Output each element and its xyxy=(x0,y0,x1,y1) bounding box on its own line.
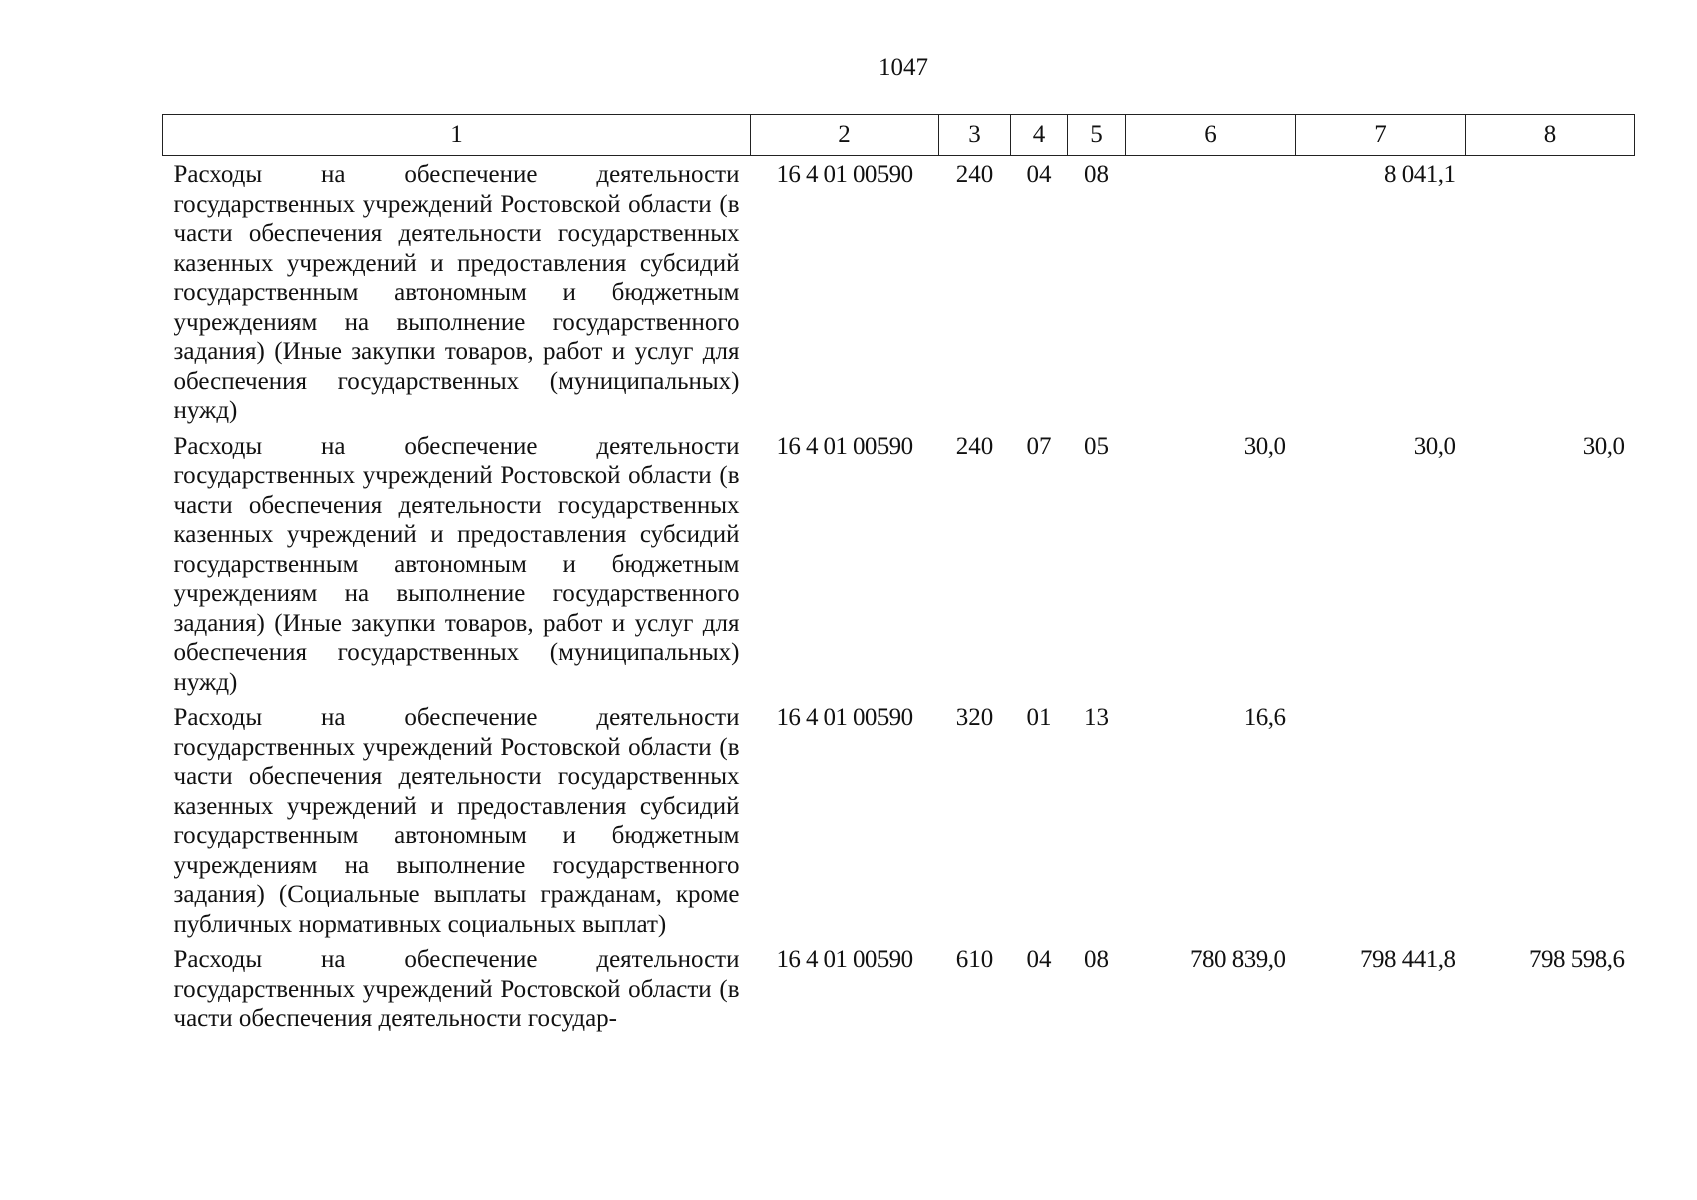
row-value-col6: 30,0 xyxy=(1243,432,1286,460)
row-target-code: 16 4 01 00590 xyxy=(776,432,913,460)
header-col-7: 7 xyxy=(1296,115,1466,156)
table-row xyxy=(163,941,1635,1036)
row-value-col7: 8 041,1 xyxy=(1384,161,1456,188)
header-col-1: 1 xyxy=(163,115,751,156)
table-row xyxy=(163,156,1635,428)
row-value-col8: 798 598,6 xyxy=(1529,946,1625,973)
row-subsection: 13 xyxy=(1084,704,1109,731)
row-section: 04 xyxy=(1026,161,1052,188)
header-col-2: 2 xyxy=(751,115,939,156)
row-value-col6 xyxy=(1126,156,1296,428)
row-expense-type: 240 xyxy=(955,432,994,460)
row-expense-type: 610 xyxy=(955,946,994,973)
row-description: Расходы на обеспечение деятельности государственных учреждений Ростовской области (в части обеспечения деятельности государственных казенных учреждений и предоставления субсидий государственным автономным и бюджетным учреждениям на выполнение государственного задания) (Иные закупки товаров, работ и услуг для обеспечения государственных (муниципальных) нужд) xyxy=(173,161,740,424)
table-row xyxy=(163,699,1635,941)
row-expense-type: 320 xyxy=(955,704,994,731)
row-target-code: 16 4 01 00590 xyxy=(776,946,913,973)
row-expense-type: 240 xyxy=(955,161,994,188)
row-subsection: 05 xyxy=(1084,432,1109,460)
row-section: 04 xyxy=(1026,946,1052,973)
row-subsection: 08 xyxy=(1084,161,1109,188)
header-col-4: 4 xyxy=(1011,115,1068,156)
row-value-col7: 798 441,8 xyxy=(1360,946,1456,973)
row-description: Расходы на обеспечение деятельности государственных учреждений Ростовской области (в части обеспечения деятельности государственных казенных учреждений и предоставления субсидий государственным автономным и бюджетным учреждениям на выполнение государственного задания) (Иные закупки товаров, работ и услуг для обеспечения государственных (муниципальных) нужд) xyxy=(173,432,740,696)
row-value-col8: 30,0 xyxy=(1582,432,1625,460)
row-value-col8 xyxy=(1466,699,1635,941)
row-value-col6: 780 839,0 xyxy=(1190,946,1286,973)
row-description: Расходы на обеспечение деятельности государственных учреждений Ростовской области (в части обеспечения деятельности государ- xyxy=(173,946,740,1032)
page-number: 1047 xyxy=(878,54,928,81)
row-section: 07 xyxy=(1026,432,1052,460)
row-value-col7: 30,0 xyxy=(1413,432,1456,460)
header-col-8: 8 xyxy=(1466,115,1635,156)
row-target-code: 16 4 01 00590 xyxy=(776,161,913,188)
row-value-col8 xyxy=(1466,156,1635,428)
row-description: Расходы на обеспечение деятельности государственных учреждений Ростовской области (в части обеспечения деятельности государственных казенных учреждений и предоставления субсидий государственным автономным и бюджетным учреждениям на выполнение государственного задания) (Социальные выплаты гражданам, кроме публичных нормативных социальных выплат) xyxy=(173,704,740,938)
header-col-6: 6 xyxy=(1126,115,1296,156)
header-row xyxy=(163,115,1635,156)
row-subsection: 08 xyxy=(1084,946,1109,973)
budget-table xyxy=(162,114,1635,1036)
header-col-3: 3 xyxy=(939,115,1011,156)
row-target-code: 16 4 01 00590 xyxy=(776,704,913,731)
row-value-col7 xyxy=(1296,699,1466,941)
table-row xyxy=(163,428,1635,700)
row-section: 01 xyxy=(1026,704,1052,731)
header-col-5: 5 xyxy=(1068,115,1126,156)
row-value-col6: 16,6 xyxy=(1243,704,1286,731)
